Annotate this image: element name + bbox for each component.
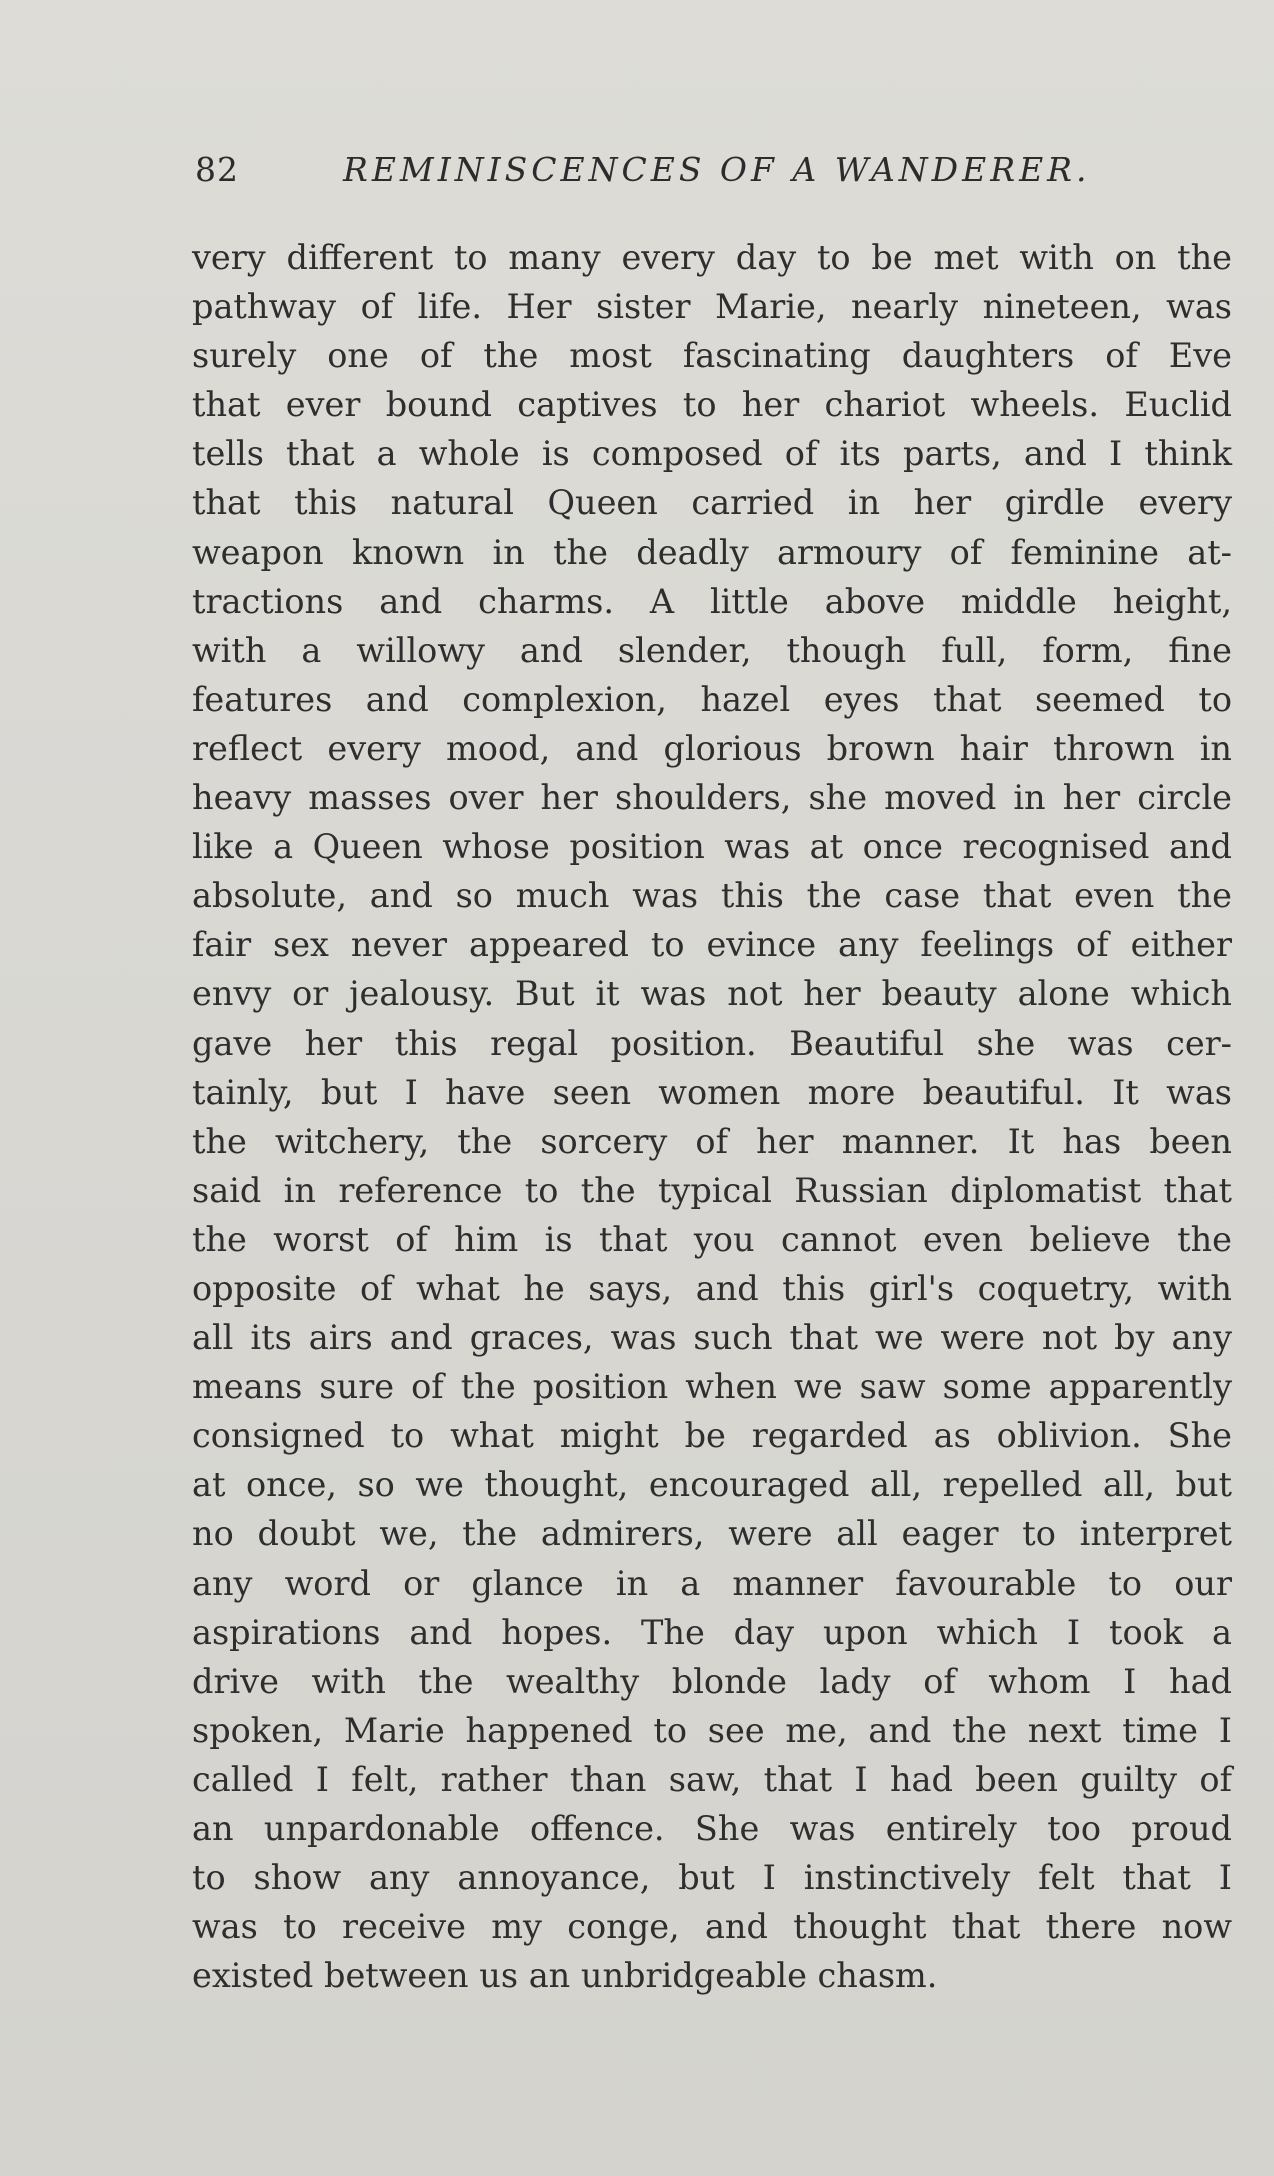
running-title: REMINISCENCES OF A WANDERER. [343, 150, 1091, 189]
body-text [192, 233, 1232, 2000]
text-line: that this natural Queen carried in her girdle every [192, 483, 1232, 523]
text-line: surely one of the most fascinating daughters of Eve [192, 336, 1232, 376]
text-line: with a willowy and slender, though full, form, fine [192, 630, 1232, 670]
text-line: weapon known in the deadly armoury of feminine at- [192, 532, 1232, 572]
text-line: features and complexion, hazel eyes that seemed to [192, 679, 1232, 719]
text-line: opposite of what he says, and this girl's coquetry, with [192, 1268, 1232, 1308]
text-line: said in reference to the typical Russian diplomatist that [192, 1170, 1232, 1210]
running-head [195, 150, 1235, 210]
text-line: an unpardonable offence. She was entirely too proud [192, 1809, 1232, 1848]
text-line: envy or jealousy. But it was not her beauty alone which [192, 974, 1232, 1014]
text-line: tractions and charms. A little above middle height, [192, 581, 1232, 621]
text-line: no doubt we, the admirers, were all eager to interpret [192, 1514, 1232, 1554]
text-line: called I felt, rather than saw, that I had been guilty of [192, 1759, 1232, 1799]
page-number: 82 [195, 150, 239, 189]
text-line: drive with the wealthy blonde lady of whom I had [192, 1661, 1232, 1701]
text-line: that ever bound captives to her chariot wheels. Euclid [192, 385, 1232, 425]
text-line: absolute, and so much was this the case that even the [192, 876, 1232, 916]
text-line: very different to many every day to be met with on the [192, 238, 1232, 277]
text-line: gave her this regal position. Beautiful she was cer- [192, 1023, 1232, 1063]
text-line: reflect every mood, and glorious brown hair thrown in [192, 728, 1232, 768]
text-line: heavy masses over her shoulders, she moved in her circle [192, 778, 1232, 818]
text-line: was to receive my conge, and thought that there now [192, 1907, 1232, 1947]
text-line: aspirations and hopes. The day upon which I took a [192, 1612, 1232, 1652]
text-line: existed between us an unbridgeable chasm. [192, 1956, 938, 1996]
text-line: pathway of life. Her sister Marie, nearly nineteen, was [192, 287, 1232, 327]
text-line: at once, so we thought, encouraged all, repelled all, but [192, 1465, 1232, 1505]
text-line: the witchery, the sorcery of her manner. It has been [192, 1121, 1232, 1161]
text-line: like a Queen whose position was at once recognised and [192, 827, 1232, 867]
text-line: means sure of the position when we saw some apparently [192, 1367, 1232, 1407]
text-line: any word or glance in a manner favourable to our [192, 1563, 1232, 1603]
text-line: fair sex never appeared to evince any feelings of either [192, 925, 1232, 965]
text-line: all its airs and graces, was such that we were not by any [192, 1318, 1232, 1358]
text-line: consigned to what might be regarded as oblivion. She [192, 1416, 1232, 1456]
text-line: to show any annoyance, but I instinctively felt that I [192, 1858, 1232, 1898]
text-line: tainly, but I have seen women more beautiful. It was [192, 1072, 1232, 1112]
text-line: spoken, Marie happened to see me, and the next time I [192, 1710, 1232, 1750]
text-line: tells that a whole is composed of its parts, and I think [192, 434, 1232, 474]
text-line: the worst of him is that you cannot even believe the [192, 1219, 1232, 1259]
